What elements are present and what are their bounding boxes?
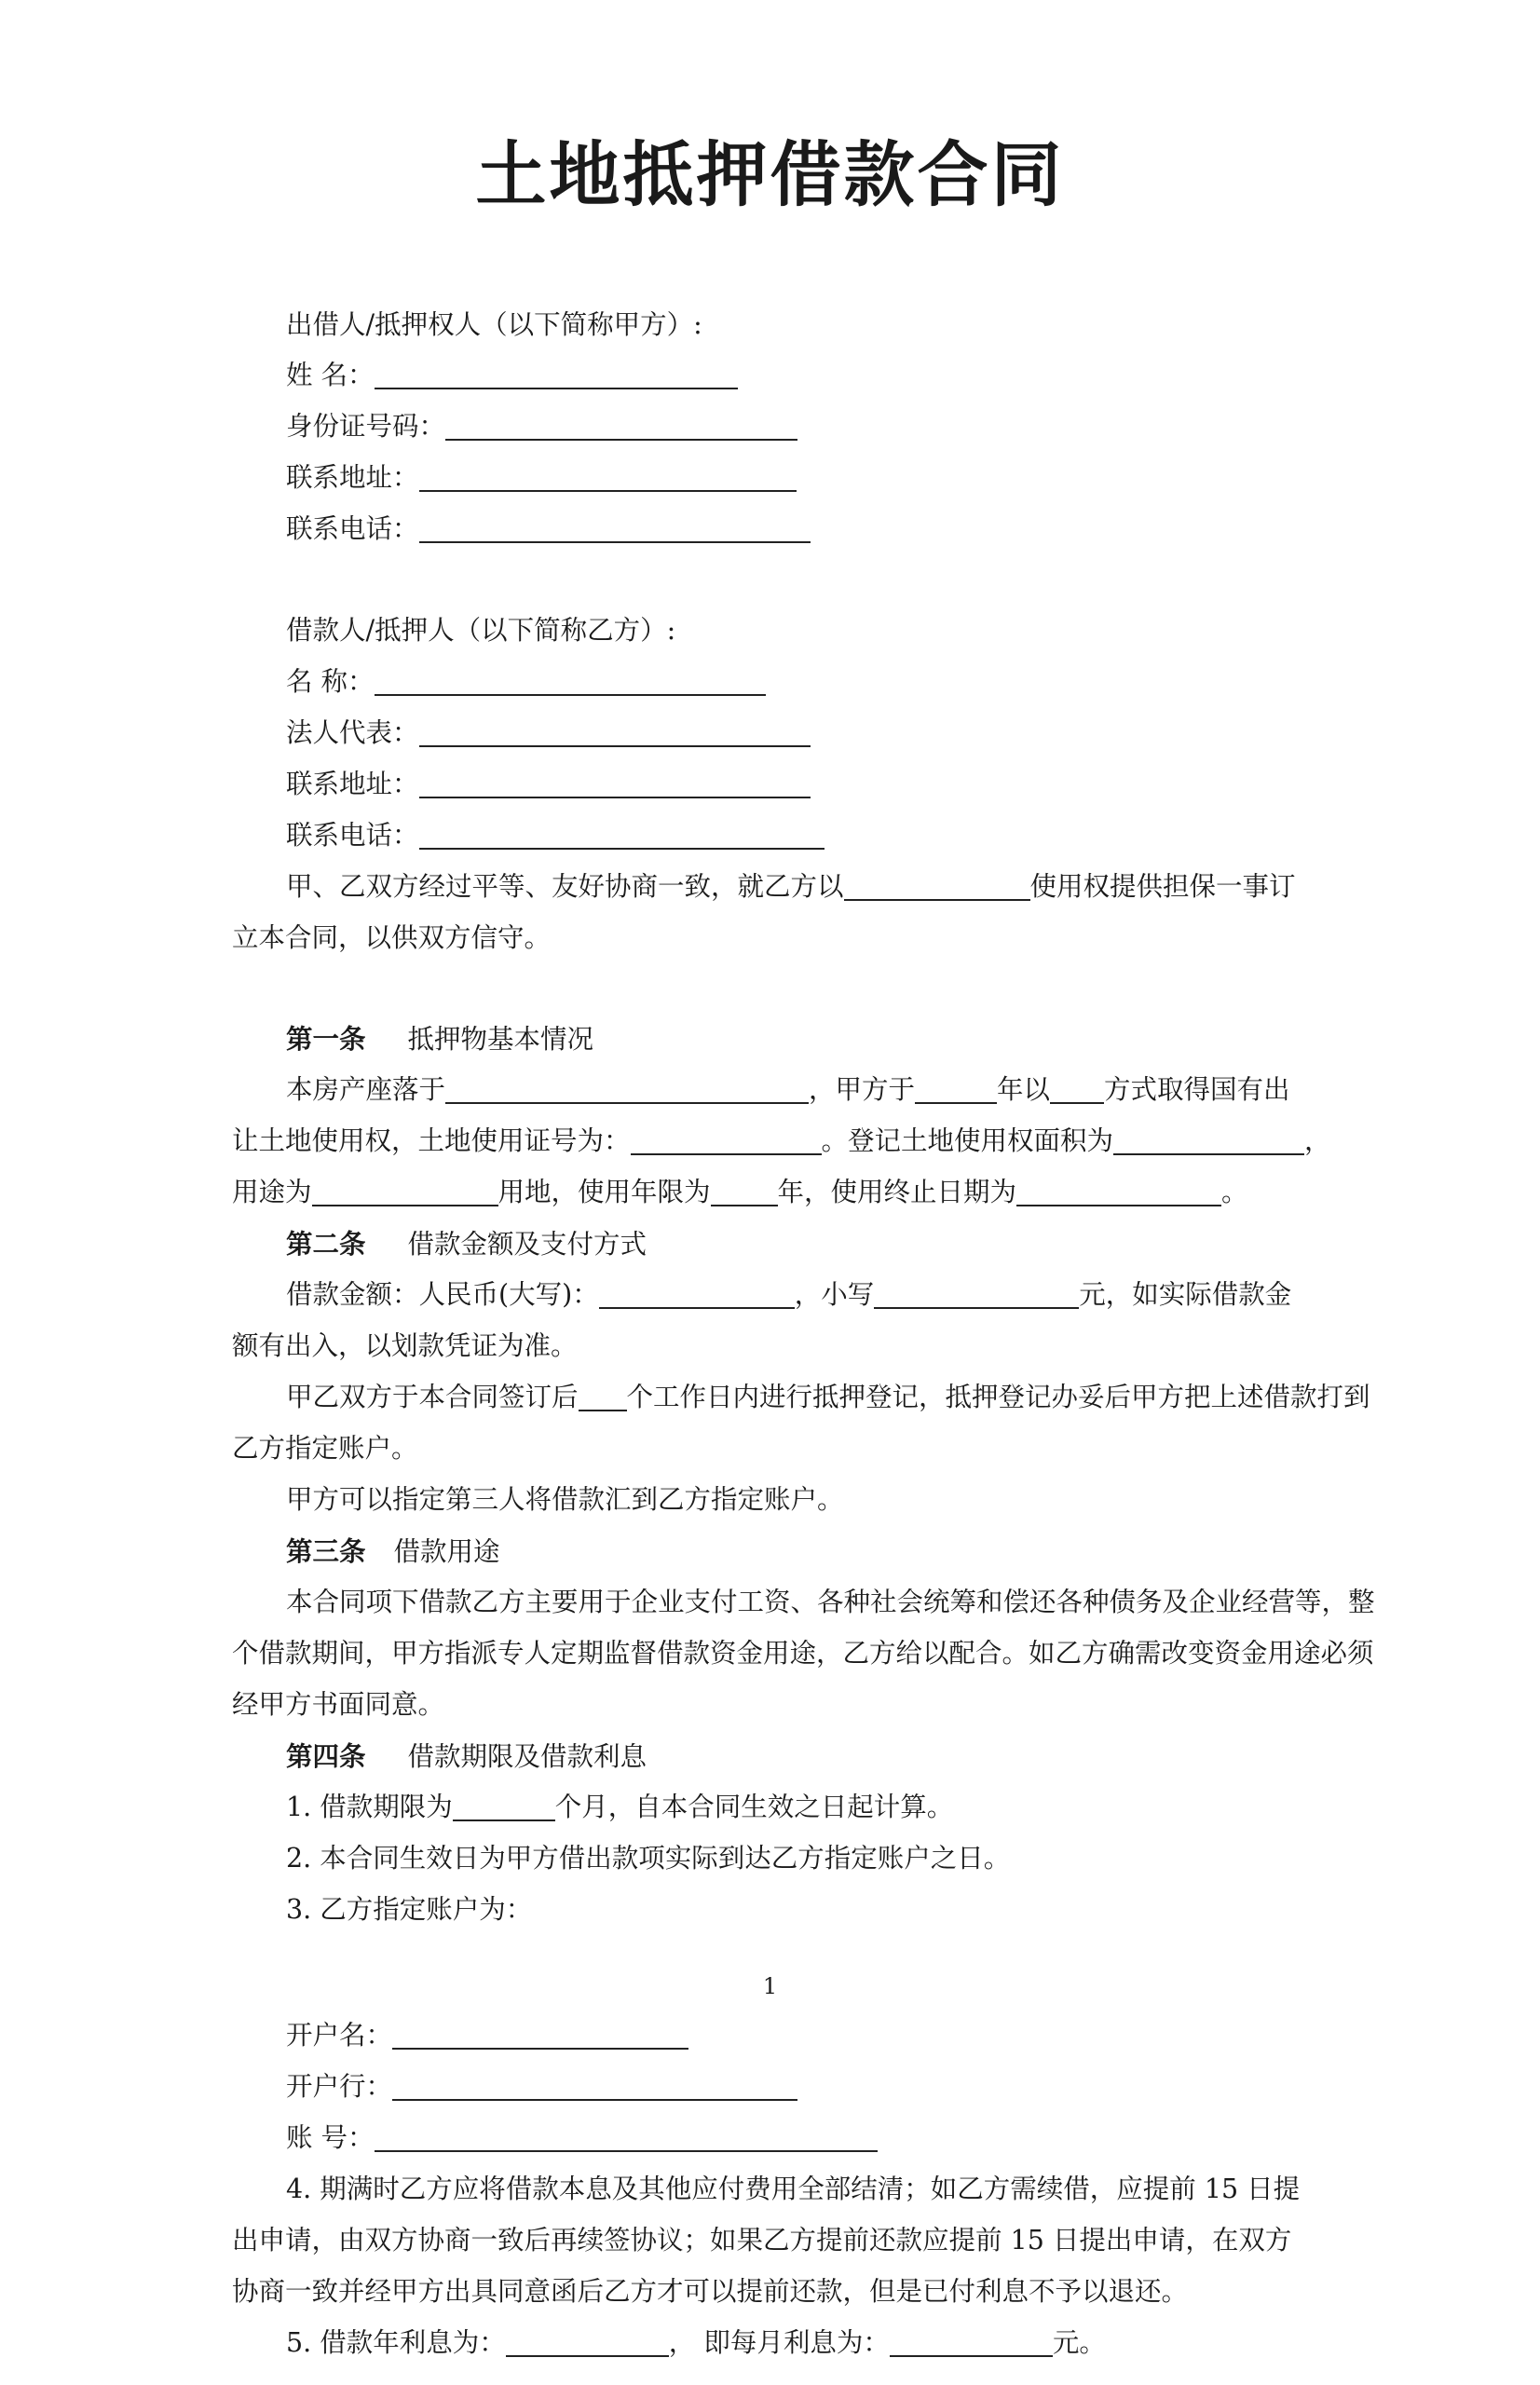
account-name-label: 开户名： bbox=[286, 2020, 393, 2051]
article-1-text-i: 用地，使用年限为 bbox=[497, 1177, 711, 1207]
party-b-rep-blank[interactable] bbox=[419, 719, 811, 748]
land-area-blank[interactable] bbox=[1113, 1127, 1304, 1156]
party-a-phone-row bbox=[286, 513, 811, 545]
monthly-interest-blank[interactable] bbox=[890, 2329, 1053, 2358]
party-a-heading: 出借人/抵押权人（以下简称甲方）: bbox=[286, 309, 702, 340]
party-b-rep-row bbox=[286, 717, 811, 749]
party-b-name-label: 名 称： bbox=[286, 666, 375, 697]
article-2-text-c: 元，如实际借款金 bbox=[1079, 1279, 1292, 1310]
article-2-line-2: 额有出入，以划款凭证为准。 bbox=[232, 1330, 578, 1361]
article-3-title: 借款用途 bbox=[393, 1536, 500, 1567]
article-3-line-2: 个借款期间，甲方指派专人定期监督借款资金用途，乙方给以配合。如乙方确需改变资金用途必须 bbox=[232, 1638, 1374, 1669]
article-1-text-c: 年以 bbox=[997, 1074, 1051, 1105]
account-bank-row bbox=[286, 2071, 797, 2103]
article-4-item-1-text-b: 个月，自本合同生效之日起计算。 bbox=[554, 1792, 954, 1822]
working-days-blank[interactable] bbox=[579, 1383, 627, 1412]
acquire-year-blank[interactable] bbox=[915, 1076, 997, 1105]
party-a-name-blank[interactable] bbox=[375, 361, 738, 390]
article-1-text-d: 方式取得国有出 bbox=[1104, 1074, 1290, 1105]
article-3-line-1: 本合同项下借款乙方主要用于企业支付工资、各种社会统筹和偿还各种债务及企业经营等，整 bbox=[286, 1587, 1375, 1617]
intro-text-a: 甲、乙双方经过平等、友好协商一致，就乙方以 bbox=[286, 871, 844, 902]
intro-text-b: 使用权提供担保一事订 bbox=[1029, 871, 1296, 902]
article-1-line-1 bbox=[286, 1074, 1290, 1106]
party-b-phone-row bbox=[286, 820, 825, 852]
party-a-name-label: 姓 名： bbox=[286, 360, 375, 390]
article-2-line-5: 甲方可以指定第三人将借款汇到乙方指定账户。 bbox=[286, 1484, 844, 1515]
article-1-text-h: 用途为 bbox=[232, 1177, 312, 1207]
item-4-line-3: 协商一致并经甲方出具同意函后乙方才可以提前还款，但是已付利息不予以退还。 bbox=[232, 2276, 1189, 2307]
land-usage-blank[interactable] bbox=[312, 1179, 498, 1207]
article-1-text-b: ，甲方于 bbox=[809, 1074, 916, 1105]
article-1-line-3 bbox=[232, 1177, 1248, 1208]
intro-line-1 bbox=[286, 871, 1296, 903]
party-a-phone-label: 联系电话： bbox=[286, 513, 419, 544]
account-bank-label: 开户行： bbox=[286, 2071, 393, 2102]
account-name-row bbox=[286, 2020, 688, 2051]
party-b-address-row bbox=[286, 769, 811, 800]
article-1-heading bbox=[286, 1023, 593, 1056]
article-4-heading bbox=[286, 1740, 647, 1773]
article-1-text-g: ， bbox=[1304, 1125, 1331, 1156]
party-a-name-row bbox=[286, 360, 738, 391]
article-2-title: 借款金额及支付方式 bbox=[407, 1229, 647, 1260]
party-a-id-blank[interactable] bbox=[445, 413, 797, 442]
article-4-item-1 bbox=[286, 1792, 953, 1823]
item-4-line-2: 出申请，由双方协商一致后再续签协议；如果乙方提前还款应提前 15 日提出申请，在双方 bbox=[232, 2225, 1292, 2256]
item-5-text-a: 5. 借款年利息为： bbox=[286, 2327, 506, 2358]
item-5-text-b: ， 即每月利息为： bbox=[668, 2327, 890, 2358]
article-4-item-2: 2. 本合同生效日为甲方借出款项实际到达乙方指定账户之日。 bbox=[286, 1843, 1011, 1874]
article-1-text-a: 本房产座落于 bbox=[286, 1074, 446, 1105]
article-1-line-2 bbox=[232, 1125, 1331, 1157]
account-bank-blank[interactable] bbox=[392, 2073, 797, 2102]
party-a-address-label: 联系地址： bbox=[286, 462, 419, 493]
article-2-text-b: ，小写 bbox=[794, 1279, 875, 1310]
party-b-heading: 借款人/抵押人（以下简称乙方）: bbox=[286, 615, 676, 646]
party-a-address-row bbox=[286, 462, 797, 494]
article-3-num: 第三条 bbox=[286, 1535, 366, 1567]
item-4-line-1: 4. 期满时乙方应将借款本息及其他应付费用全部结清；如乙方需续借，应提前 15 日提 bbox=[286, 2174, 1301, 2204]
annual-interest-blank[interactable] bbox=[506, 2329, 669, 2358]
account-number-label: 账 号： bbox=[286, 2122, 375, 2153]
article-1-num: 第一条 bbox=[286, 1023, 366, 1055]
article-2-line-1 bbox=[286, 1279, 1291, 1311]
party-a-address-blank[interactable] bbox=[419, 464, 797, 493]
item-5-line bbox=[286, 2327, 1106, 2359]
article-2-heading bbox=[286, 1228, 647, 1261]
article-1-text-e: 让土地使用权，土地使用证号为： bbox=[232, 1125, 631, 1156]
article-2-text-d: 甲乙双方于本合同签订后 bbox=[286, 1382, 579, 1412]
article-3-line-3: 经甲方书面同意。 bbox=[232, 1689, 445, 1720]
party-b-phone-label: 联系电话： bbox=[286, 820, 419, 851]
item-5-text-c: 元。 bbox=[1052, 2327, 1106, 2358]
article-4-title: 借款期限及借款利息 bbox=[407, 1741, 647, 1772]
party-a-phone-blank[interactable] bbox=[419, 515, 811, 544]
amount-uppercase-blank[interactable] bbox=[599, 1281, 795, 1310]
article-4-item-1-text-a: 1. 借款期限为 bbox=[286, 1792, 453, 1822]
article-1-title: 抵押物基本情况 bbox=[407, 1024, 594, 1055]
article-4-item-3: 3. 乙方指定账户为： bbox=[286, 1894, 533, 1925]
page-number: 1 bbox=[762, 1973, 778, 1999]
land-cert-number-blank[interactable] bbox=[631, 1127, 822, 1156]
party-b-name-blank[interactable] bbox=[375, 668, 766, 697]
article-2-line-3 bbox=[286, 1382, 1370, 1413]
article-1-text-f: 。登记土地使用权面积为 bbox=[821, 1125, 1114, 1156]
party-b-rep-label: 法人代表： bbox=[286, 717, 419, 748]
article-1-text-k: 。 bbox=[1221, 1177, 1248, 1207]
article-3-heading bbox=[286, 1535, 500, 1568]
account-number-blank[interactable] bbox=[375, 2124, 878, 2153]
loan-months-blank[interactable] bbox=[453, 1793, 555, 1822]
account-number-row bbox=[286, 2122, 878, 2154]
article-2-text-a: 借款金额：人民币(大写)： bbox=[286, 1279, 599, 1310]
party-b-address-label: 联系地址： bbox=[286, 769, 419, 799]
usage-years-blank[interactable] bbox=[711, 1179, 778, 1207]
party-b-name-row bbox=[286, 666, 766, 698]
contract-title: 土地抵押借款合同 bbox=[475, 133, 1065, 216]
intro-land-blank[interactable] bbox=[844, 873, 1030, 902]
article-2-num: 第二条 bbox=[286, 1228, 366, 1260]
article-1-text-j: 年，使用终止日期为 bbox=[777, 1177, 1017, 1207]
property-location-blank[interactable] bbox=[445, 1076, 809, 1105]
party-b-phone-blank[interactable] bbox=[419, 822, 825, 851]
party-a-id-row bbox=[286, 411, 797, 443]
party-a-id-label: 身份证号码： bbox=[286, 411, 446, 442]
amount-lowercase-blank[interactable] bbox=[874, 1281, 1079, 1310]
intro-line-2: 立本合同，以供双方信守。 bbox=[232, 922, 552, 953]
account-name-blank[interactable] bbox=[392, 2022, 688, 2051]
article-2-line-4: 乙方指定账户。 bbox=[232, 1433, 418, 1464]
end-date-blank[interactable] bbox=[1016, 1179, 1221, 1207]
party-b-address-blank[interactable] bbox=[419, 770, 811, 799]
article-4-num: 第四条 bbox=[286, 1740, 366, 1772]
article-2-text-e: 个工作日内进行抵押登记，抵押登记办妥后甲方把上述借款打到 bbox=[626, 1382, 1370, 1412]
acquire-method-blank[interactable] bbox=[1050, 1076, 1104, 1105]
